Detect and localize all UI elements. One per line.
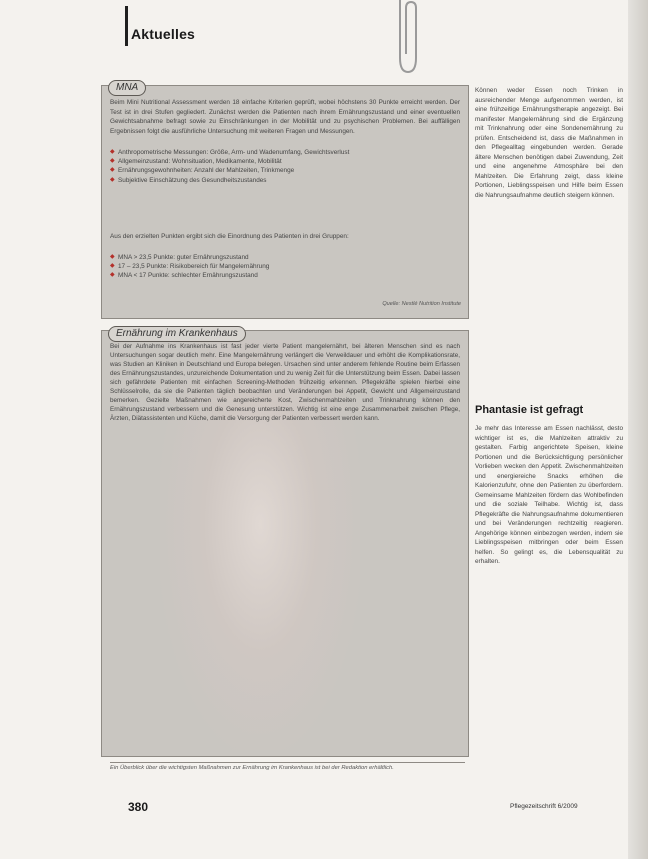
hospital-nutrition-tag: Ernährung im Krankenhaus [108,326,246,342]
right-column-paragraph-1: Können weder Essen noch Trinken in ausreichender Menge aufgenommen werden, ist eine frühzeitige Ernährungstherapie angezeigt. Bei manifester Mangelernährung sind die Ergänzung mit Trinknahrung oder eine Sondenernährung zu prüfen. Entscheidend ist, dass die Maßnahmen in den Pflegealltag eingebunden werden. Gerade ältere Menschen benötigen dabei Zuwendung, Zeit und eine angenehme Atmosphäre bei den Mahlzeiten. Die Erfahrung zeigt, dass kleine Portionen, Lieblingsspeisen und Hilfe beim Essen die Nahrungsaufnahme deutlich steigern können. [475,87,623,199]
list-item: ◆ MNA > 23,5 Punkte: guter Ernährungszustand [110,253,460,262]
list-item: ◆ 17 – 23,5 Punkte: Risikobereich für Mangelernährung [110,262,460,271]
hospital-nutrition-footnote: Ein Überblick über die wichtigsten Maßnahmen zur Ernährung im Krankenhaus ist bei der Redaktion erhältlich. [110,762,465,771]
list-item: ◆ Allgemeinzustand: Wohnsituation, Medikamente, Mobilität [110,157,460,166]
page-edge-shadow [628,0,648,859]
journal-issue: Pflegezeitschrift 6/2009 [510,803,578,810]
hospital-nutrition-text: Bei der Aufnahme ins Krankenhaus ist fast jeder vierte Patient mangelernährt, bei älteren Menschen sind es nach Untersuchungen sogar deutlich mehr. Eine Mangelernährung verlängert die Verweildauer und erhöht die Komplikationsrate, was Studien an Kliniken in Deutschland und Europa belegen. Ursachen sind unter anderem fehlende Routine beim Erfassen des Ernährungszustandes, unzureichende Dokumentation und zu wenig Zeit für die Unterstützung beim Essen. Dabei lassen sich gefährdete Patienten mit einfachen Screening-Methoden frühzeitig erkennen. Pflegekräfte spielen hierbei eine Schlüsselrolle, da sie die Patienten täglich beobachten und Veränderungen bei Appetit, Gewicht und Allgemeinzustand bemerken. Gezielte Maßnahmen wie angereicherte Kost, Zwischenmahlzeiten und Trinknahrung können den Ernährungszustand verbessern und die Genesung unterstützen. Wichtig ist eine enge Zusammenarbeit zwischen Pflege, Ärzten, Diätassistenten und Küche, damit die Versorgung der Patienten verbessert werden kann. [110,343,460,423]
list-item: ◆ Ernährungsgewohnheiten: Anzahl der Mahlzeiten, Trinkmenge [110,166,460,175]
mna-box-tag: MNA [108,80,146,96]
mna-criteria-list [110,148,460,185]
mna-source-caption: Quelle: Nestlé Nutrition Institute [382,301,461,307]
mna-score-list [110,253,460,281]
right-column-paragraph-2: Je mehr das Interesse am Essen nachlässt, desto wichtiger ist es, die Mahlzeiten attraktiv zu gestalten. Farbig angerichtete Speisen, kleine Portionen und die Berücksichtigung persönlicher Vorlieben wecken den Appetit. Zwischenmahlzeiten und energiereiche Snacks erhöhen die Kalorienzufuhr, ohne den Patienten zu überfordern. Gemeinsame Mahlzeiten fördern das Wohlbefinden und die soziale Teilhabe. Wichtig ist, dass Pflegekräfte die Nahrungsaufnahme dokumentieren und bei Veränderungen rechtzeitig reagieren. Angehörige können einbezogen werden, indem sie Lieblingsspeisen mitbringen oder beim Essen helfen. So gelingt es, die Lebensqualität zu erhalten. [475,425,623,565]
paper-clip-icon [386,0,424,78]
page-number: 380 [128,800,149,814]
mna-outro-text: Aus den erzielten Punkten ergibt sich die Einordnung des Patienten in drei Gruppen: [110,233,349,240]
section-title: Aktuelles [131,26,196,42]
section-marker-bar [125,6,128,46]
mna-intro-text: Beim Mini Nutritional Assessment werden 18 einfache Kriterien geprüft, wobei höchstens 30 Punkte erreicht werden. Der Test ist in drei Stufen gegliedert. Zunächst werden die Patienten nach ihrem Ernährungszustand und einer eventuellen Gewichtsabnahme befragt sowie zu Einschränkungen in der Mobilität und zu psychischen Problemen. Bei auffälligen Ergebnissen folgt die ausführliche Untersuchung mit weiteren Fragen und Messungen. [110,99,460,135]
list-item: ◆ Anthropometrische Messungen: Größe, Arm- und Wadenumfang, Gewichtsverlust [110,148,460,157]
right-column-heading: Phantasie ist gefragt [475,404,584,416]
list-item: ◆ MNA < 17 Punkte: schlechter Ernährungszustand [110,271,460,280]
list-item: ◆ Subjektive Einschätzung des Gesundheitszustandes [110,176,460,185]
